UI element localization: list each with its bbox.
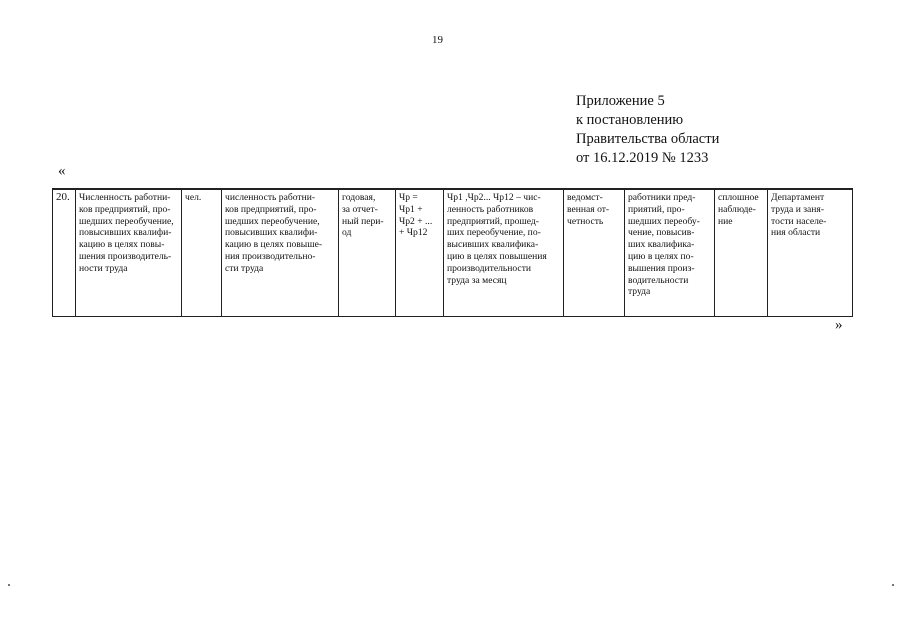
opening-quote: « [58, 163, 66, 179]
cell-formula-description: Чр1 ,Чр2... Чр12 – чис- ленность работников предприятий, прошед- ших переобучение, по- высивших квалифика- цию в целях повышения производительности труда за месяц [444, 189, 564, 317]
scan-mark [8, 584, 10, 586]
closing-quote: » [835, 317, 843, 333]
table-row [53, 189, 853, 317]
cell-periodicity: годовая, за отчет- ный пери- од [339, 189, 396, 317]
cell-definition: численность работни- ков предприятий, про- шедших переобучение, повысивших квалифи- кацию в целях повыше- ния производительно- сти труда [222, 189, 339, 317]
indicator-table [52, 188, 853, 317]
appendix-header [576, 92, 719, 168]
cell-population: работники пред- приятий, про- шедших переобу- чение, повысив- ших квалифика- цию в целях по- вышения произ- водительности труда [625, 189, 715, 317]
appendix-resolution-line: к постановлению [576, 112, 684, 128]
cell-collection-method: сплошное наблюде- ние [715, 189, 768, 317]
page-number: 19 [432, 34, 443, 46]
appendix-title: Приложение 5 [576, 93, 665, 109]
appendix-date-line: от 16.12.2019 № 1233 [576, 150, 709, 166]
cell-data-source: ведомст- венная от- четность [564, 189, 625, 317]
scan-mark [892, 584, 894, 586]
cell-responsible: Департамент труда и заня- тости населе- ния области [768, 189, 853, 317]
appendix-government-line: Правительства области [576, 131, 720, 147]
cell-formula: Чр = Чр1 + Чр2 + ... + Чр12 [396, 189, 444, 317]
cell-unit: чел. [182, 189, 222, 317]
cell-indicator: Численность работни- ков предприятий, про- шедших переобучение, повысивших квалифи- кацию в целях повы- шения производитель- ности труда [76, 189, 182, 317]
cell-row-number: 20. [53, 189, 76, 317]
